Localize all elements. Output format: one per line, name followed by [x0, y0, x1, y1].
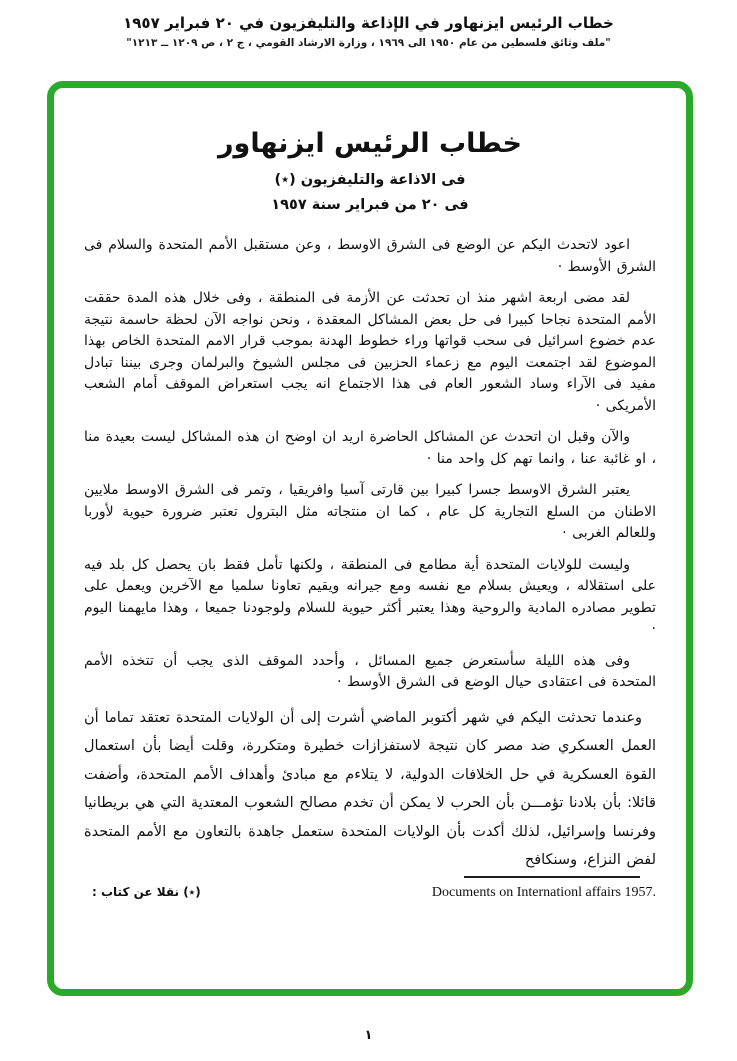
green-border-frame [47, 81, 693, 996]
footnote-row [84, 885, 656, 901]
paragraph: لقد مضى اربعة اشهر منذ ان تحدثت عن الأزمة فى المنطقة ، وفى خلال هذه المدة حققت الأمم المتحدة نجاحا كبيرا فى حل بعض المشاكل المعقدة ، ونحن نواجه الآن لحظة حاسمة نتيجة عدم خضوع اسرائيل فى سحب قواتها وراء خطوط الهدنة بموجب قرار الامم المتحدة الخاص بهذا الموضوع لقد اجتمعت اليوم مع زعماء الحزبين فى مجلس الشيوخ والبرلمان وجرى بيننا تبادل مفيد فى الآراء وساد الشعور العام فى هذا الاجتماع انه يجب استعراض الموقف أمام الشعب الأمريكى · [84, 290, 656, 414]
document-body [84, 235, 656, 875]
paragraph: والآن وقبل ان اتحدث عن المشاكل الحاضرة اريد ان اوضح ان هذه المشاكل ليست بعيدة منا ، او غائبة عنا ، وانما تهم كل واحد منا · [84, 429, 656, 467]
footnote-reference: Documents on Internationl affairs 1957. [431, 885, 656, 900]
document-subtitle: فى الاذاعة والتليفزيون (٭) [274, 172, 466, 188]
footnote-separator [464, 876, 640, 878]
paragraph: وعندما تحدثت اليكم في شهر أكتوبر الماضي أشرت إلى أن الولايات المتحدة تعتقد تماما أن العمل العسكري ضد مصر كان نتيجة لاستفزازات خطيرة ومتكررة، وقلت أيضا بأن استعمال القوة العسكرية في حل الخلافات الدولية، لا يتلاءم مع مبادئ وأهداف الأمم المتحدة، وأضفت قائلا: بأن بلادنا تؤمـــن بأن الحرب لا يمكن أن تخدم مصالح الشعوب المعتدية التي هي بريطانيا وفرنسا وإسرائيل، لذلك أكدت بأن الولايات المتحدة ستعمل جاهدة بالتعاون مع الأمم المتحدة لفض النزاع، وسنكافح [84, 709, 656, 868]
paragraph: اعود لاتحدث اليكم عن الوضع فى الشرق الاوسط ، وعن مستقبل الأمم المتحدة والسلام فى الشرق الأوسط · [84, 237, 656, 275]
paragraph: وليست للولايات المتحدة أية مطامع فى المنطقة ، ولكنها تأمل فقط بان يحصل كل بلد فيه على استقلاله ، ويعيش بسلام مع نفسه ومع جيرانه ويقيم تعاونا سلميا مع الآخرين ويعمل على تطوير مصادره المادية والروحية وهذا يعتبر أكثر حيوية للسلام ولوجودنا جميعا ، وهذا مايهمنا اليوم · [84, 556, 656, 637]
header-title: خطاب الرئيس ايزنهاور في الإذاعة والتليفزيون في ٢٠ فبراير ١٩٥٧ [123, 14, 614, 32]
document-date-line: فى ٢٠ من فبراير سنة ١٩٥٧ [271, 197, 469, 213]
document-content [54, 88, 686, 989]
page-header [0, 14, 737, 49]
document-title: خطاب الرئيس ايزنهاور [218, 128, 522, 159]
header-source-citation: "ملف وثائق فلسطين من عام ١٩٥٠ الى ١٩٦٩ ، وزارة الارشاد القومي ، ج ٢ ، ص ١٢٠٩ ــ ١٢١٣" [126, 37, 611, 49]
footnote-area [84, 876, 656, 901]
page-number: ١ [364, 1028, 373, 1043]
footnote-marker: (٭) نقلا عن كتاب : [92, 885, 201, 899]
paragraph: وفى هذه الليلة سأستعرض جميع المسائل ، وأحدد الموقف الذى يجب أن تتخذه الأمم المتحدة فى اعتقادى حيال الوضع فى الشرق الأوسط · [84, 652, 656, 690]
paragraph: يعتبر الشرق الاوسط جسرا كبيرا بين قارتى آسيا وافريقيا ، وتمر فى الشرق الاوسط ملايين الاطنان من السلع التجارية كل عام ، كما ان منتجاته مثل البترول تعتبر ضرورة حيوية لأوربا وللعالم الغربى · [84, 482, 656, 541]
